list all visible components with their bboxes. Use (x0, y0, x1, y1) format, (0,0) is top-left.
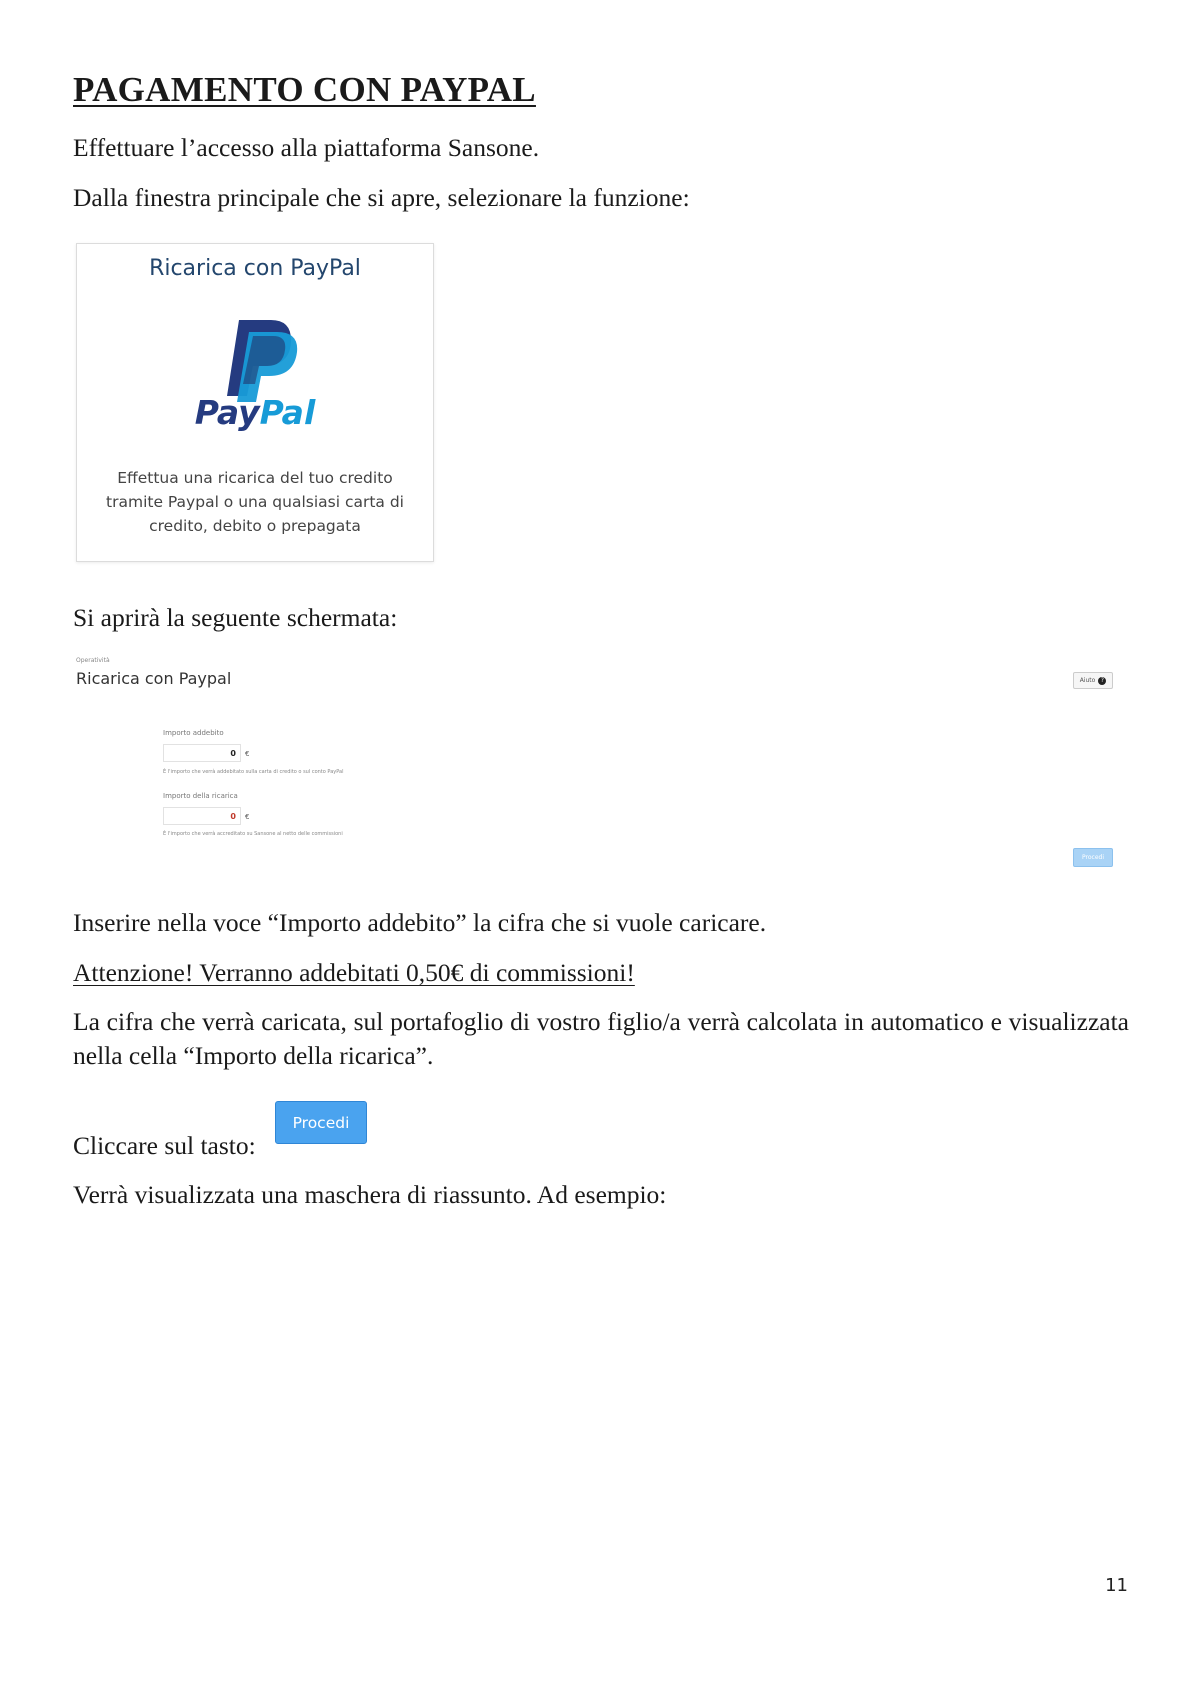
help-label: Aiuto (1079, 677, 1096, 684)
paypal-wordmark (185, 394, 325, 434)
procedi-button[interactable]: Procedi (275, 1101, 367, 1144)
breadcrumb[interactable]: Operatività (76, 657, 110, 664)
paragraph-click-button: Cliccare sul tasto: (73, 1131, 256, 1160)
currency-symbol: € (245, 813, 250, 821)
svg-text:PayPal: PayPal (194, 394, 316, 432)
paragraph-insert-amount: Inserire nella voce “Importo addebito” la cifra che si vuole caricare. (73, 908, 767, 937)
help-button[interactable] (1073, 672, 1113, 689)
card-title: Ricarica con PayPal (149, 256, 361, 281)
page-title: PAGAMENTO CON PAYPAL (73, 70, 536, 109)
page-number: 11 (1105, 1575, 1128, 1596)
paypal-recharge-card[interactable] (76, 243, 434, 562)
paragraph-screen-opens: Si aprirà la seguente schermata: (73, 603, 398, 632)
paragraph-access: Effettuare l’accesso alla piattaforma Sansone. (73, 133, 540, 162)
paragraph-select-function: Dalla finestra principale che si apre, selezionare la funzione: (73, 183, 690, 212)
importo-ricarica-input[interactable]: 0 (163, 807, 241, 825)
recharge-screenshot (73, 655, 1123, 875)
currency-symbol: € (245, 750, 250, 758)
importo-ricarica-label: Importo della ricarica (163, 792, 238, 800)
paragraph-calculated-amount: La cifra che verrà caricata, sul portafoglio di vostro figlio/a verrà calcolata in automatico e visualizzata nella cella “Importo della ricarica”. (73, 1007, 1129, 1070)
paragraph-summary: Verrà visualizzata una maschera di riassunto. Ad esempio: (73, 1180, 667, 1209)
question-icon: ? (1098, 677, 1106, 685)
importo-ricarica-hint: È l'importo che verrà accreditato su Sansone al netto delle commissioni (163, 831, 343, 837)
importo-addebito-label: Importo addebito (163, 729, 224, 737)
paragraph-commission-warning: Attenzione! Verranno addebitati 0,50€ di commissioni! (73, 958, 635, 987)
importo-addebito-hint: È l'importo che verrà addebitato sulla carta di credito o sul conto PayPal (163, 769, 344, 775)
importo-addebito-input[interactable]: 0 (163, 744, 241, 762)
procedi-button-small[interactable]: Procedi (1073, 848, 1113, 867)
screen-title: Ricarica con Paypal (76, 669, 232, 688)
card-description: Effettua una ricarica del tuo credito tramite Paypal o una qualsiasi carta di credito, debito o prepagata (106, 469, 404, 535)
